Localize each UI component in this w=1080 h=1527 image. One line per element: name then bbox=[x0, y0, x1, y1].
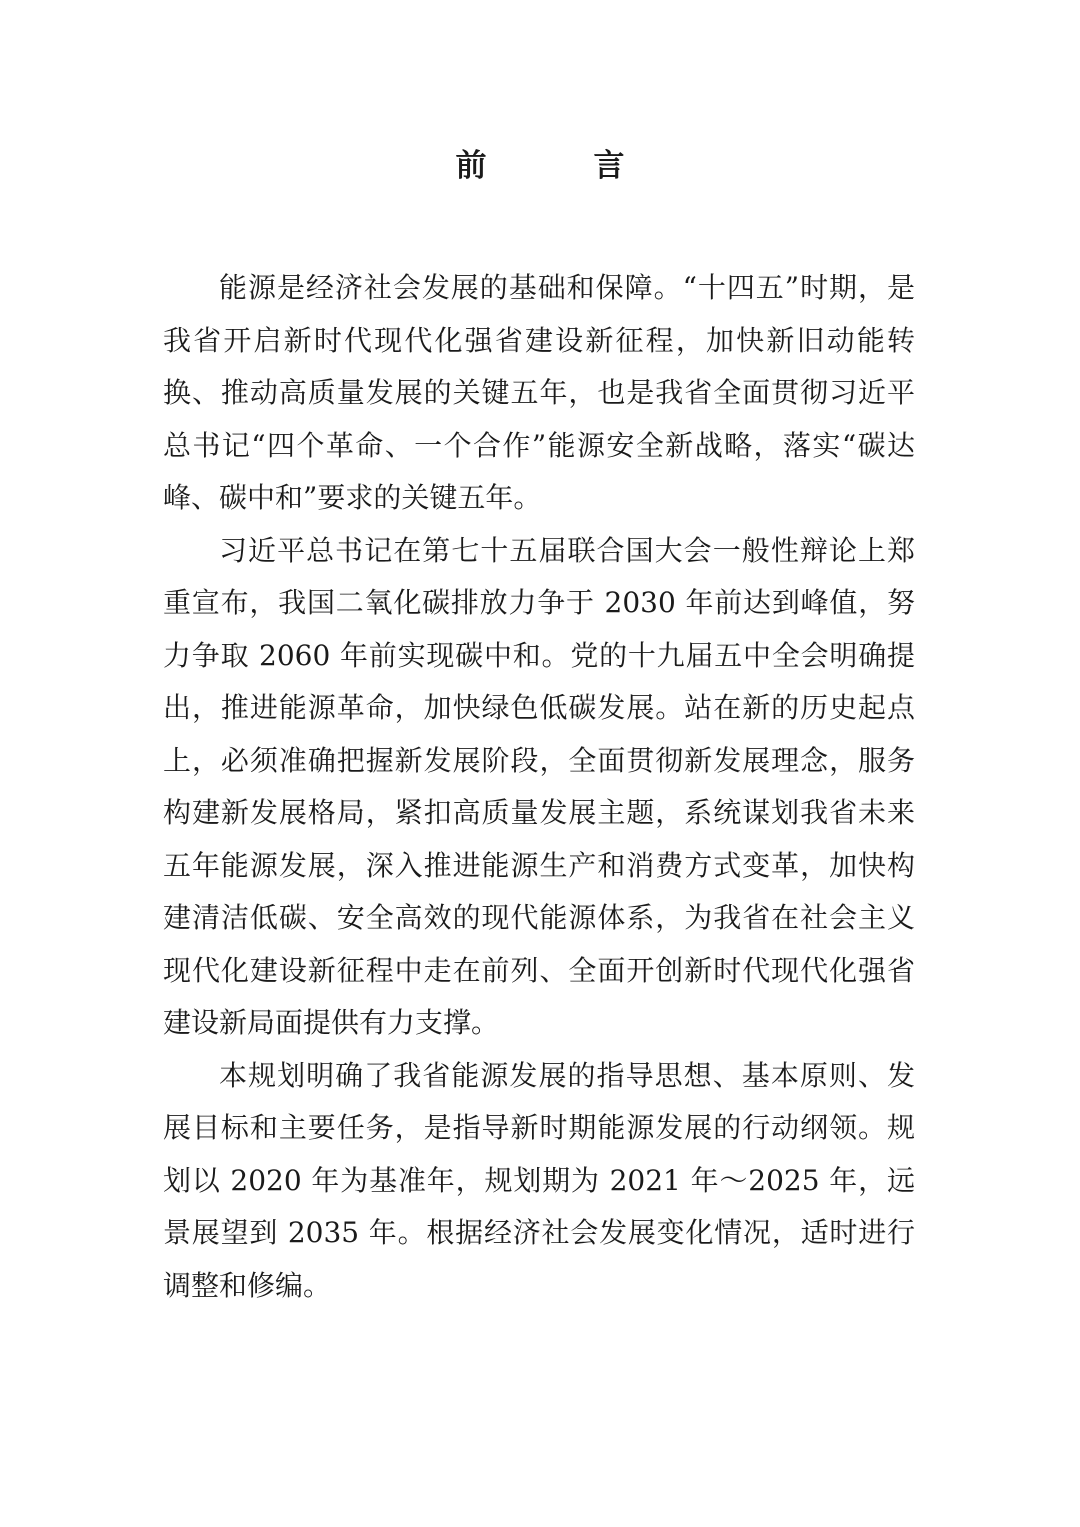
paragraph-2: 习近平总书记在第七十五届联合国大会一般性辩论上郑重宣布，我国二氧化碳排放力争于 2030 年前达到峰值，努力争取 2060 年前实现碳中和。党的十九届五中全会明确提出，推进能源革命，加快绿色低碳发展。站在新的历史起点上，必须准确把握新发展阶段，全面贯彻新发展理念，服务构建新发展格局，紧扣高质量发展主题，系统谋划我省未来五年能源发展，深入推进能源生产和消费方式变革，加快构建清洁低碳、安全高效的现代能源体系，为我省在社会主义现代化建设新征程中走在前列、全面开创新时代现代化强省建设新局面提供有力支撑。 bbox=[163, 533, 915, 1039]
paragraph-1: 能源是经济社会发展的基础和保障。“十四五”时期，是我省开启新时代现代化强省建设新征程，加快新旧动能转换、推动高质量发展的关键五年，也是我省全面贯彻习近平总书记“四个革命、一个合作”能源安全新战略，落实“碳达峰、碳中和”要求的关键五年。 bbox=[163, 271, 915, 514]
page-title: 前 言 bbox=[455, 148, 663, 184]
paragraph-3: 本规划明确了我省能源发展的指导思想、基本原则、发展目标和主要任务，是指导新时期能源发展的行动纲领。规划以 2020 年为基准年，规划期为 2021 年～2025 年，远景展望到 2035 年。根据经济社会发展变化情况，适时进行调整和修编。 bbox=[163, 1058, 915, 1302]
document-body bbox=[163, 262, 915, 1312]
